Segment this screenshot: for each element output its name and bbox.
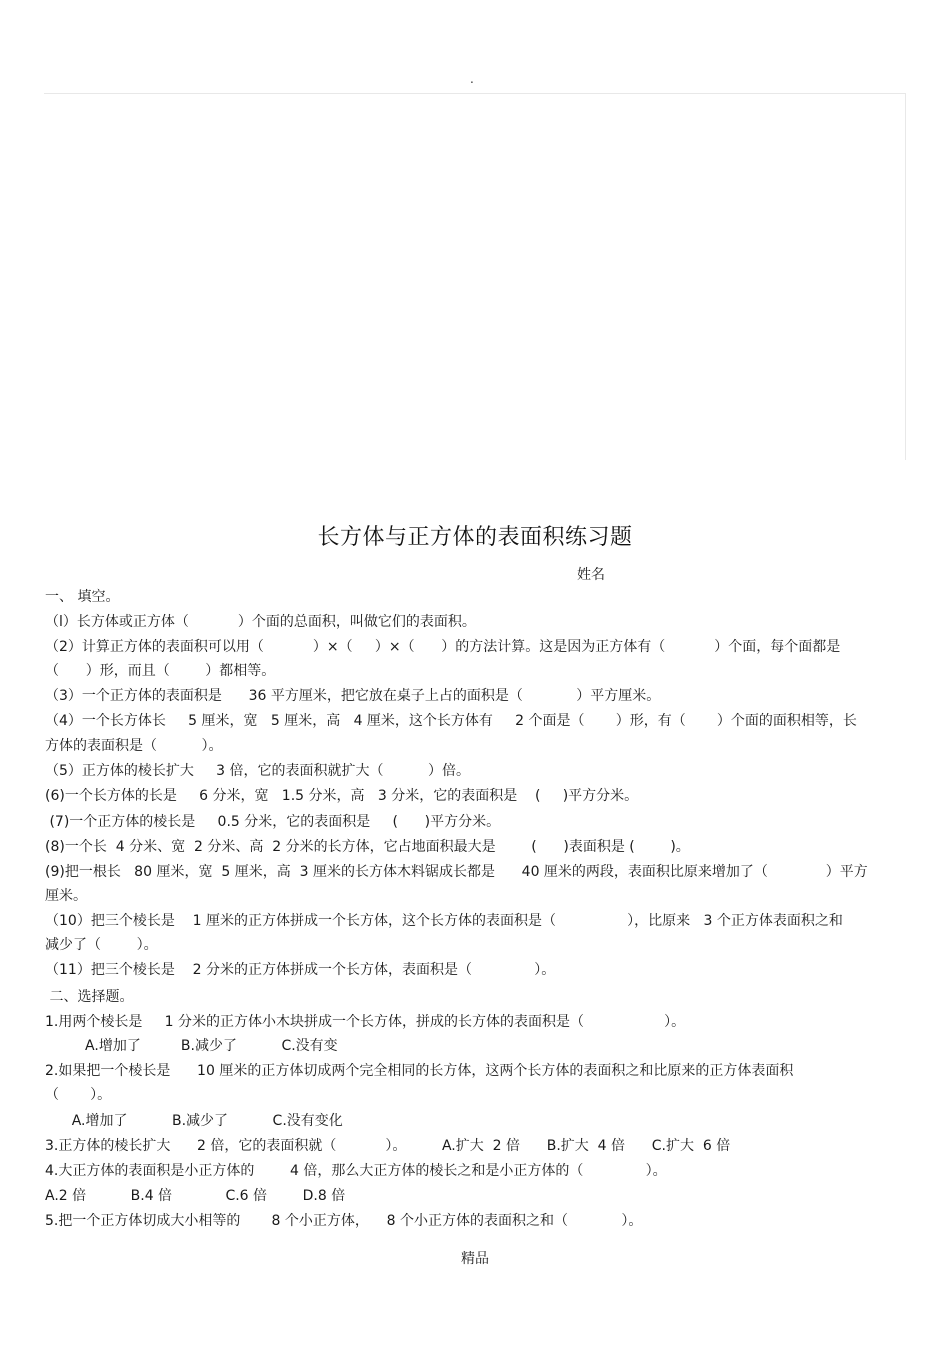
top-divider xyxy=(44,93,906,94)
options-line: A.2 倍 B.4 倍 C.6 倍 D.8 倍 xyxy=(45,1188,346,1204)
section-heading-fill: 一、 填空。 xyxy=(45,589,120,605)
right-divider xyxy=(905,93,906,460)
question-line: 厘米。 xyxy=(45,888,87,904)
question-line: (6)一个长方体的长是 6 分米，宽 1.5 分米，高 3 分米，它的表面积是 ( )平方分米。 xyxy=(45,788,639,804)
question-line: 5.把一个正方体切成大小相等的 8 个小正方体， 8 个小正方体的表面积之和（ ）。 xyxy=(45,1213,643,1229)
question-line: （5）正方体的棱长扩大 3 倍，它的表面积就扩大（ ）倍。 xyxy=(45,763,471,779)
options-line: A.增加了 B.减少了 C.没有变化 xyxy=(45,1113,343,1129)
question-line: （ ）。 xyxy=(45,1087,112,1103)
question-line: 3.正方体的棱长扩大 2 倍，它的表面积就（ ）。 A.扩大 2 倍 B.扩大 4 倍 C.扩大 6 倍 xyxy=(45,1138,731,1154)
name-label: 姓名 xyxy=(577,567,605,583)
question-line: (7)一个正方体的棱长是 0.5 分米，它的表面积是 ( )平方分米。 xyxy=(45,814,501,830)
options-line: A.增加了 B.减少了 C.没有变 xyxy=(45,1038,338,1054)
page-title: 长方体与正方体的表面积练习题 xyxy=(317,525,633,550)
question-line: （4）一个长方体长 5 厘米，宽 5 厘米，高 4 厘米，这个长方体有 2 个面是（ ）形，有（ ）个面的面积相等，长 xyxy=(45,713,857,729)
question-line: (8)一个长 4 分米、宽 2 分米、高 2 分米的长方体，它占地面积最大是 ( )表面积是 ( )。 xyxy=(45,839,690,855)
question-line: （11）把三个棱长是 2 分米的正方体拼成一个长方体，表面积是（ ）。 xyxy=(45,962,556,978)
section-heading-choice: 二、选择题。 xyxy=(45,989,134,1005)
question-line: （3）一个正方体的表面积是 36 平方厘米，把它放在桌子上占的面积是（ ）平方厘米。 xyxy=(45,688,661,704)
question-line: 4.大正方体的表面积是小正方体的 4 倍，那么大正方体的棱长之和是小正方体的（ ）。 xyxy=(45,1163,667,1179)
question-line: （10）把三个棱长是 1 厘米的正方体拼成一个长方体，这个长方体的表面积是（ ），比原来 3 个正方体表面积之和 xyxy=(45,913,843,929)
question-line: （l）长方体或正方体（ ）个面的总面积，叫做它们的表面积。 xyxy=(45,614,476,630)
footer-label: 精品 xyxy=(461,1251,489,1267)
question-line: (9)把一根长 80 厘米，宽 5 厘米，高 3 厘米的长方体木料锯成长都是 40 厘米的两段，表面积比原来增加了（ ）平方 xyxy=(45,864,868,880)
question-line: 方体的表面积是（ ）。 xyxy=(45,738,223,754)
question-line: （2）计算正方体的表面积可以用（ ）×（ ）×（ ）的方法计算。这是因为正方体有（ ）个面，每个面都是 xyxy=(45,639,841,655)
header-mark: . xyxy=(470,72,474,86)
question-line: 2.如果把一个棱长是 10 厘米的正方体切成两个完全相同的长方体，这两个长方体的表面积之和比原来的正方体表面积 xyxy=(45,1063,794,1079)
question-line: 1.用两个棱长是 1 分米的正方体小木块拼成一个长方体，拼成的长方体的表面积是（ ）。 xyxy=(45,1014,686,1030)
question-line: （ ）形，而且（ ）都相等。 xyxy=(45,663,276,679)
question-line: 减少了（ ）。 xyxy=(45,937,158,953)
